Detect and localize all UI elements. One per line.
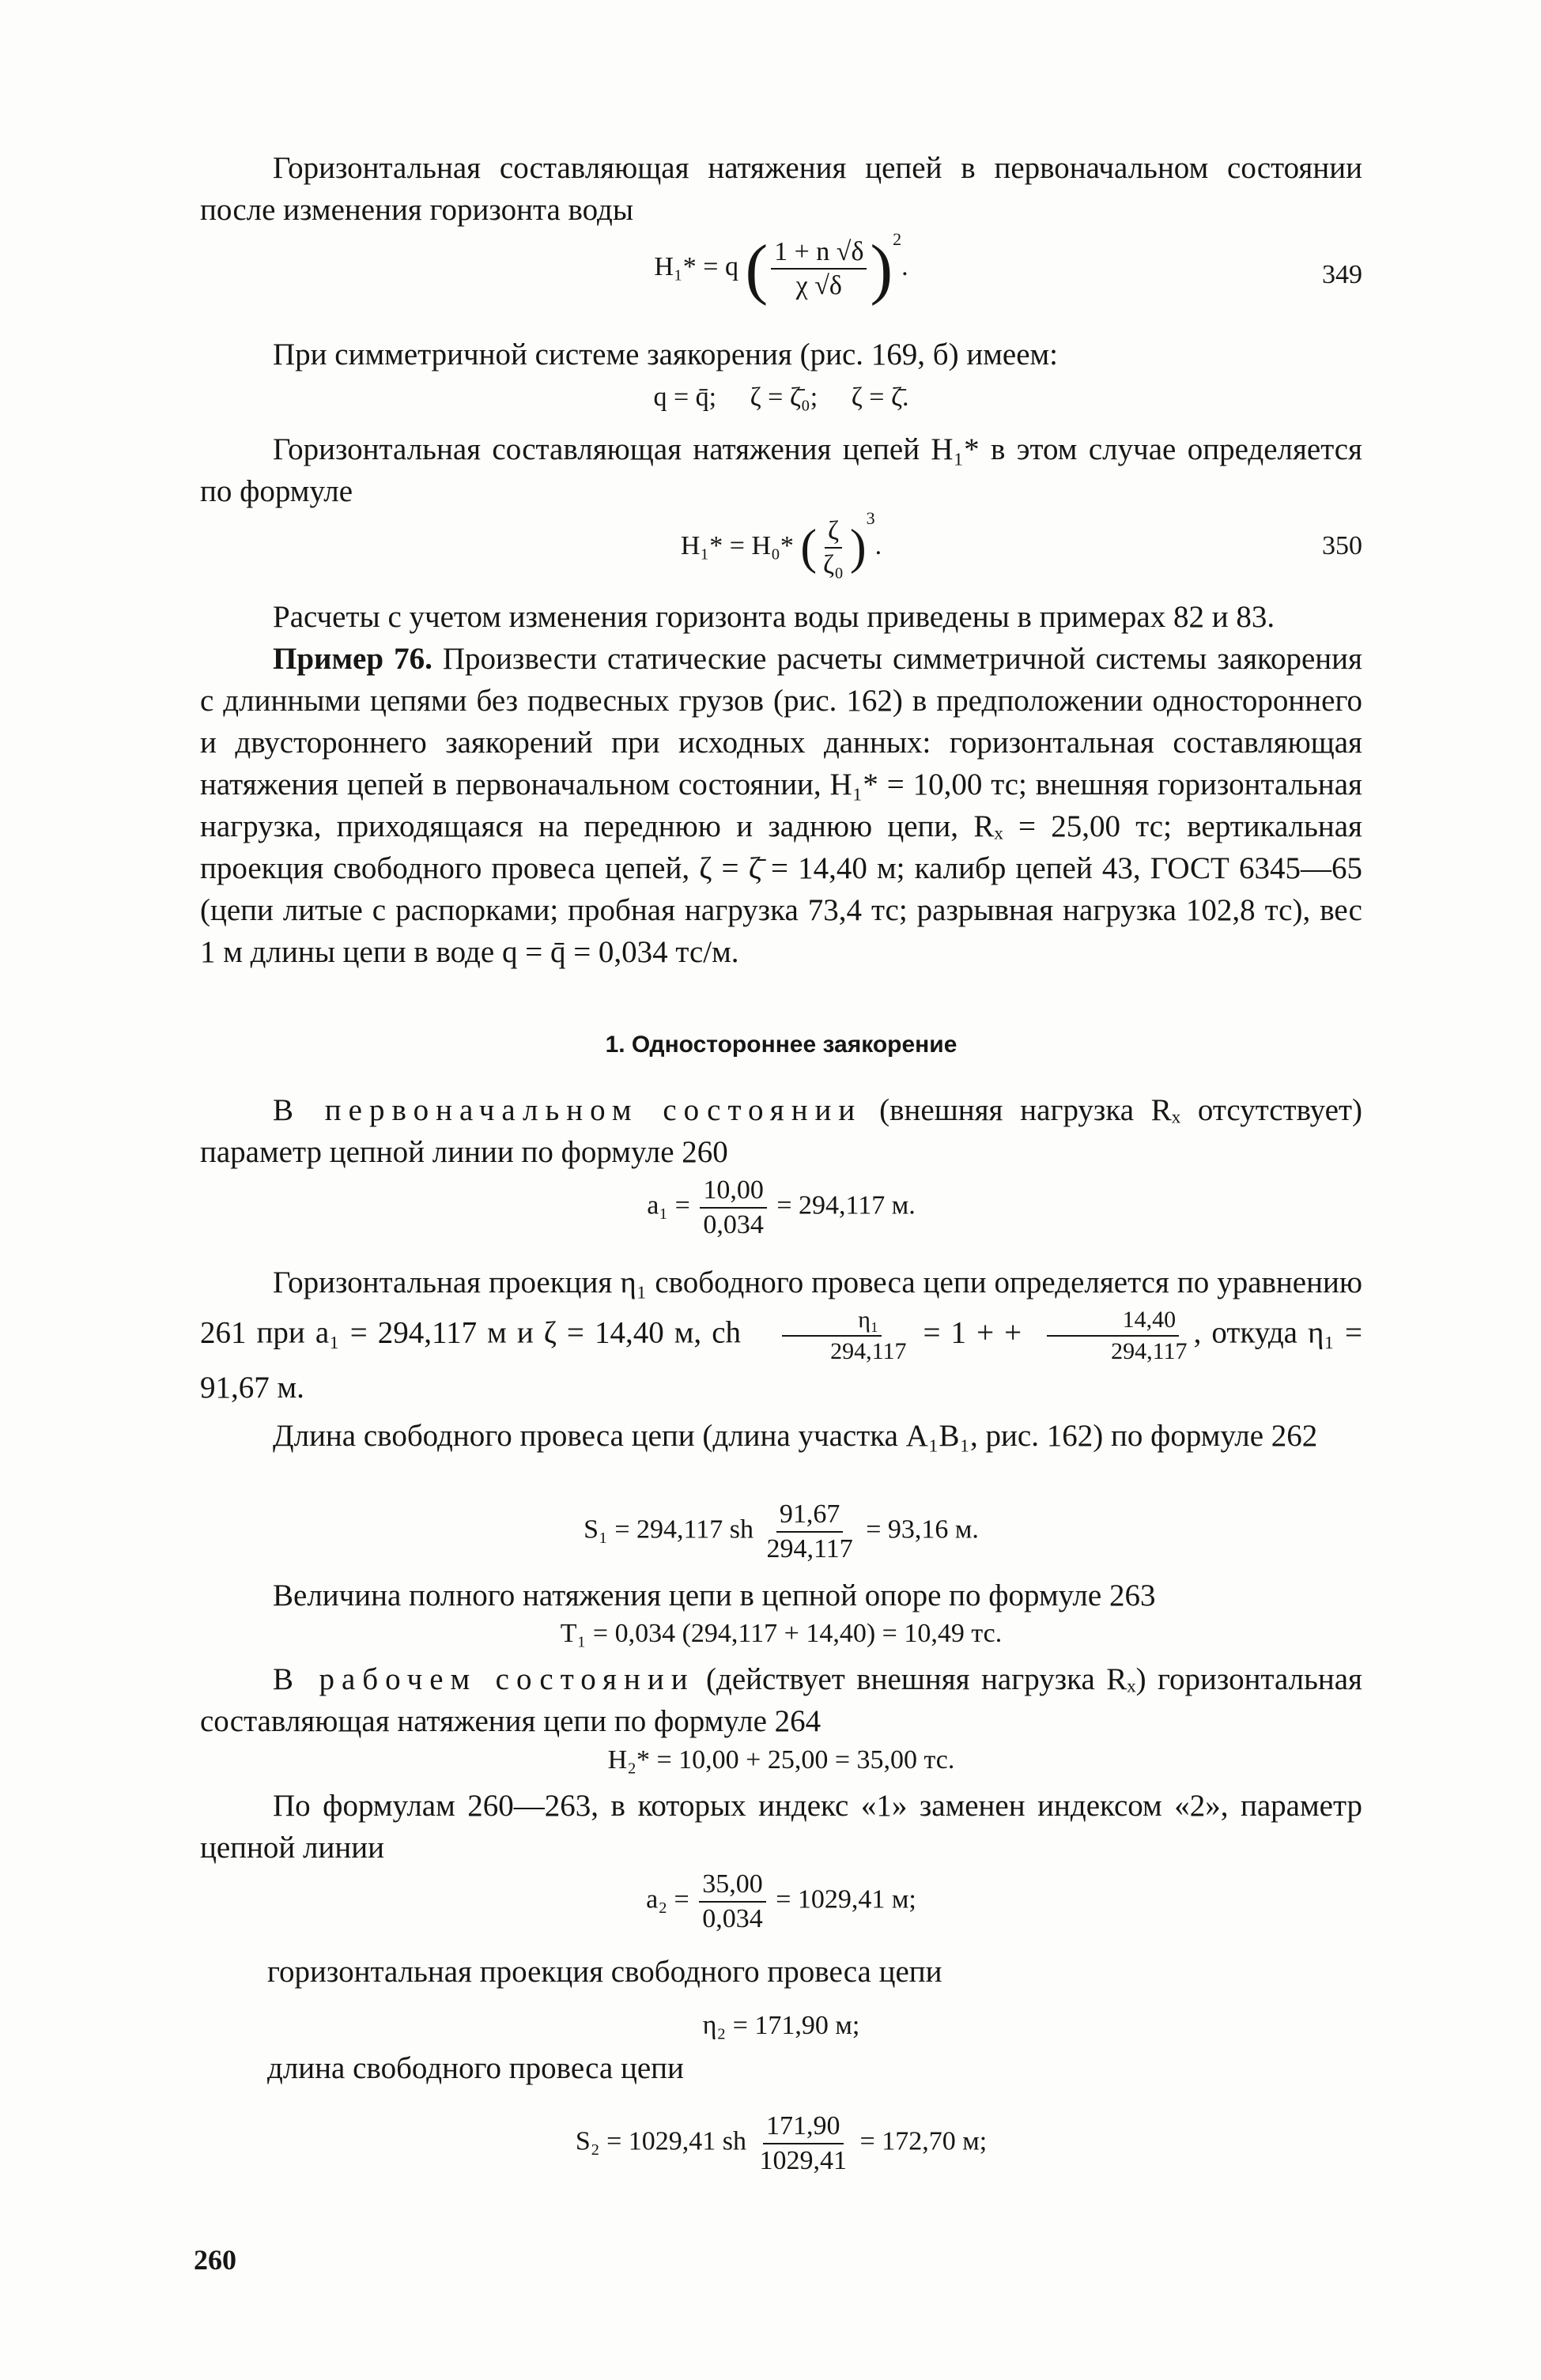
formula-a1 [200,1176,1362,1239]
example-76 [200,638,1362,973]
paragraph-intro [200,147,1362,231]
fraction-denominator: 294,117 [830,1337,907,1364]
formula-h2 [200,1747,1362,1774]
spaced-term: В первоначальном состоянии [273,1093,863,1127]
formula-a2 [200,1870,1362,1933]
right-paren: ) [849,520,867,575]
paragraph-working-state [200,1658,1362,1742]
formula-text: q = q̄; ζ = ζ̄₀; ζ = ζ̄. [653,383,909,412]
formula-s2 [200,2112,1362,2174]
paragraph-h1 [200,428,1362,512]
fraction [757,2112,851,2174]
paragraph-s2 [200,2047,1362,2089]
fraction [699,1870,766,1933]
paragraph-text: Длина свободного провеса цепи (длина участка A₁B₁, рис. 162) по формуле 262 [273,1419,1318,1453]
left-paren: ( [745,230,769,307]
exponent: 3 [866,508,875,528]
fraction [763,1500,855,1563]
equation-number: 350 [1322,531,1362,560]
fraction-numerator: ζ [825,517,842,549]
fraction [771,238,867,300]
paragraph-initial-state [200,1089,1362,1173]
page-number: 260 [194,2244,236,2276]
paragraph-symmetric [200,334,1362,375]
paragraph-text: горизонтальная проекция свободного провеса цепи [267,1955,942,1989]
example-label: Пример 76. [273,642,432,676]
exponent: 2 [893,229,902,249]
fraction-denominator: χ √δ [795,271,842,301]
formula-rhs: = 93,16 м. [866,1514,979,1545]
formula-lhs: a₁ = [647,1190,690,1220]
formula-lhs: a₂ = [646,1884,689,1914]
right-paren: ) [870,230,893,307]
formula-eta2 [200,2012,1362,2039]
fraction-numerator: 14,40 [1047,1307,1180,1337]
paragraph-part: Горизонтальная проекция η₁ свободного провеса цепи определяется по уравнению 261 при a₁ = 294,117 м и ζ = 14,40 м, ch [200,1265,1362,1350]
fraction-denominator: 0,034 [702,1903,763,1933]
formula-s1 [200,1500,1362,1563]
formula-symmetric [200,384,1362,411]
paragraph-eta2 [200,1951,1362,1993]
paragraph-text [200,1258,1362,1413]
fraction-numerator: 1 + n √δ [771,238,867,270]
formula-lhs: H₁* = H₀* [680,531,794,560]
formula-rhs: = 172,70 м; [859,2126,988,2156]
paragraph-text: Горизонтальная составляющая натяжения цепей в первоначальном состоянии после изменения горизонта воды [200,151,1362,227]
paragraph-text: длина свободного провеса цепи [267,2051,684,2085]
fraction-denominator: 294,117 [1111,1337,1188,1364]
fraction [1035,1307,1190,1364]
fraction-denominator: 1029,41 [759,2145,848,2175]
fraction [754,1307,909,1364]
formula-349 [200,231,1362,319]
formula-tail: . [874,531,882,560]
paragraph-text: Расчеты с учетом изменения горизонта воды приведены в примерах 82 и 83. [273,600,1275,634]
formula-text: T₁ = 0,034 (294,117 + 14,40) = 10,49 тс. [560,1619,1003,1648]
paragraph-rest: (внешняя нагрузка Rₓ отсутствует) параметр цепной линии по формуле 260 [200,1093,1362,1169]
equation-number: 349 [1322,260,1362,289]
fraction-numerator: 91,67 [776,1500,844,1533]
formula-rhs: = 1029,41 м; [776,1884,916,1914]
paragraph-part: + [1004,1315,1022,1350]
formula-text: H₂* = 10,00 + 25,00 = 35,00 тс. [607,1745,955,1775]
paragraph-part: , откуда η₁ = 91,67 м. [200,1315,1363,1405]
paragraph-t1 [200,1575,1362,1616]
fraction-numerator: η₁ [782,1307,882,1337]
fraction-denominator: ζ₀ [823,550,844,580]
formula-lhs: S₂ = 1029,41 sh [575,2126,747,2156]
paragraph-rest: (действует внешняя нагрузка Rₓ) горизонтальная составляющая натяжения цепи по формуле 264 [200,1662,1362,1738]
formula-text: η₂ = 171,90 м; [702,2011,860,2040]
formula-tail: . [901,252,908,281]
fraction-denominator: 0,034 [703,1209,764,1239]
paragraph-text [200,1089,1362,1173]
formula-350 [200,510,1362,583]
paragraph-s1 [200,1415,1362,1457]
fraction [820,517,847,579]
paragraph-part: = 1 + [923,1315,995,1350]
fraction-denominator: 294,117 [766,1533,853,1563]
formula-lhs: S₁ = 294,117 sh [584,1514,754,1545]
section-heading: 1. Одностороннее заякорение [605,1032,957,1058]
formula-lhs: H₁* = q [654,252,738,281]
paragraph-text: Величина полного натяжения цепи в цепной опоре по формуле 263 [273,1578,1156,1612]
fraction-numerator: 171,90 [763,2112,844,2144]
formula-rhs: = 294,117 м. [776,1190,916,1220]
paragraph-text [200,1658,1362,1742]
paragraph-examples [200,596,1362,973]
paragraph-text: При симметричной системе заякорения (рис. 169, б) имеем: [273,338,1059,372]
paragraph-a2 [200,1785,1362,1869]
paragraph-text: По формулам 260—263, в которых индекс «1» заменен индексом «2», параметр цепной линии [200,1789,1362,1865]
fraction-numerator: 10,00 [700,1176,767,1209]
left-paren: ( [800,520,818,575]
example-text: Произвести статические расчеты симметричной системы заякорения с длинными цепями без подвесных грузов (рис. 162) в предположении одностороннего и двустороннего заякорений при исходных данных: горизонтальная составляющая натяжения цепей в первоначальном состоянии, H₁* = 10,00 тс; внешняя горизонтальная нагрузка, приходящаяся на переднюю и заднюю цепи, Rₓ = 25,00 тс; вертикальная проекция свободного провеса цепей, ζ = ζ̄ = 14,40 м; калибр цепей 43, ГОСТ 6345—65 (цепи литые с распорками; пробная нагрузка 73,4 тс; разрывная нагрузка 102,8 тс), вес 1 м длины цепи в воде q = q̄ = 0,034 тс/м. [200,642,1362,969]
paragraph-text: Горизонтальная составляющая натяжения цепей H₁* в этом случае определяется по формуле [200,432,1362,508]
paragraph-eta1 [200,1258,1362,1413]
formula-t1 [200,1620,1362,1647]
fraction-numerator: 35,00 [699,1870,766,1903]
fraction [700,1176,767,1239]
spaced-term: В рабочем состоянии [273,1662,695,1696]
